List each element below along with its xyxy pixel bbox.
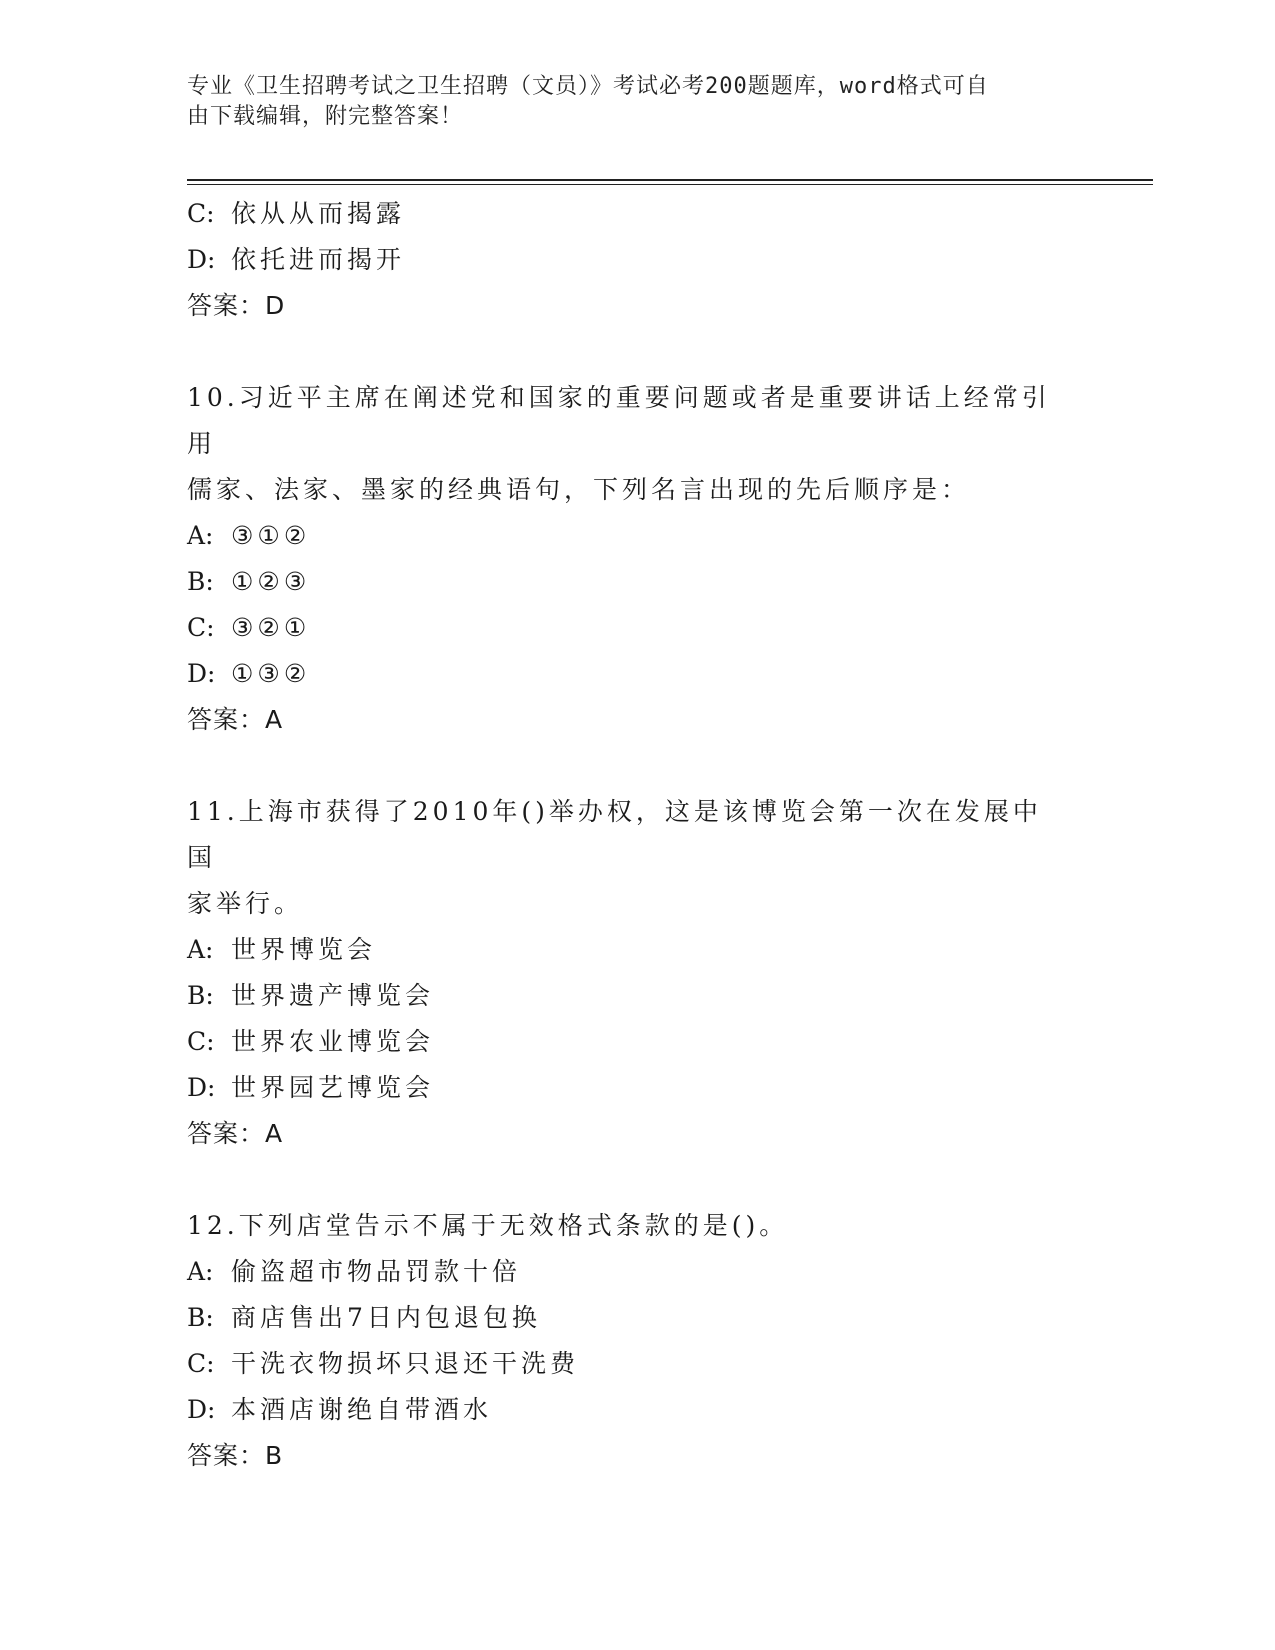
header-divider-thin (187, 184, 1153, 185)
question-stem (187, 375, 1067, 513)
header-line-1: 专业《卫生招聘考试之卫生招聘（文员）》考试必考200题题库，word格式可自 (187, 74, 989, 99)
question-10 (187, 375, 1087, 743)
question-12 (187, 1203, 1087, 1479)
option-d (187, 1065, 1087, 1111)
option-key: A: (187, 935, 214, 964)
question-list (187, 191, 1087, 1479)
option-text: 世界遗产博览会 (231, 981, 435, 1010)
option-text: 世界园艺博览会 (231, 1073, 435, 1102)
option-key: D: (187, 1073, 216, 1102)
option-key: C: (187, 199, 215, 228)
option-a (187, 513, 1087, 559)
stem-line: 儒家、法家、墨家的经典语句，下列名言出现的先后顺序是： (187, 475, 971, 504)
stem-line: 11.上海市获得了2010年()举办权，这是该博览会第一次在发展中国 (187, 797, 1042, 872)
page-header (187, 72, 1067, 132)
answer-line: 答案：B (187, 1441, 284, 1470)
option-text: 商店售出7日内包退包换 (231, 1303, 541, 1332)
option-c (187, 191, 1087, 237)
option-a (187, 927, 1087, 973)
option-key: A: (187, 521, 214, 550)
option-key: B: (187, 981, 214, 1010)
option-text: 偷盗超市物品罚款十倍 (231, 1257, 522, 1286)
stem-line: 12.下列店堂告示不属于无效格式条款的是()。 (187, 1211, 789, 1240)
option-d (187, 1387, 1087, 1433)
option-text: 干洗衣物损坏只退还干洗费 (231, 1349, 580, 1378)
option-b (187, 559, 1087, 605)
stem-line: 10.习近平主席在阐述党和国家的重要问题或者是重要讲话上经常引用 (187, 383, 1051, 458)
header-divider-thick (187, 179, 1153, 181)
option-d (187, 651, 1087, 697)
option-text: 本酒店谢绝自带酒水 (231, 1395, 493, 1424)
option-a (187, 1249, 1087, 1295)
option-text: ③①② (231, 521, 311, 550)
option-text: 依从从而揭露 (231, 199, 406, 228)
question-stem (187, 789, 1067, 927)
option-key: D: (187, 1395, 216, 1424)
option-text: ①③② (231, 659, 311, 688)
option-text: ①②③ (231, 567, 311, 596)
question-stem (187, 1203, 1067, 1249)
question-spacer (187, 743, 1087, 789)
option-key: C: (187, 1349, 215, 1378)
option-text: ③②① (231, 613, 311, 642)
question-spacer (187, 1157, 1087, 1203)
option-c (187, 1019, 1087, 1065)
option-key: B: (187, 1303, 214, 1332)
stem-line: 家举行。 (187, 889, 304, 918)
option-key: D: (187, 245, 216, 274)
option-d (187, 237, 1087, 283)
option-text: 世界农业博览会 (231, 1027, 435, 1056)
option-b (187, 973, 1087, 1019)
header-line-2: 由下载编辑，附完整答案！ (187, 104, 464, 129)
option-c (187, 605, 1087, 651)
option-key: A: (187, 1257, 214, 1286)
option-text: 依托进而揭开 (231, 245, 406, 274)
question-11 (187, 789, 1087, 1157)
answer-line: 答案：A (187, 1119, 284, 1148)
question-spacer (187, 329, 1087, 375)
question-partial (187, 191, 1087, 329)
option-key: C: (187, 1027, 215, 1056)
option-text: 世界博览会 (231, 935, 377, 964)
option-b (187, 1295, 1087, 1341)
option-key: B: (187, 567, 214, 596)
answer-line: 答案：A (187, 705, 284, 734)
option-key: C: (187, 613, 215, 642)
option-c (187, 1341, 1087, 1387)
option-key: D: (187, 659, 216, 688)
answer-line: 答案：D (187, 291, 286, 320)
